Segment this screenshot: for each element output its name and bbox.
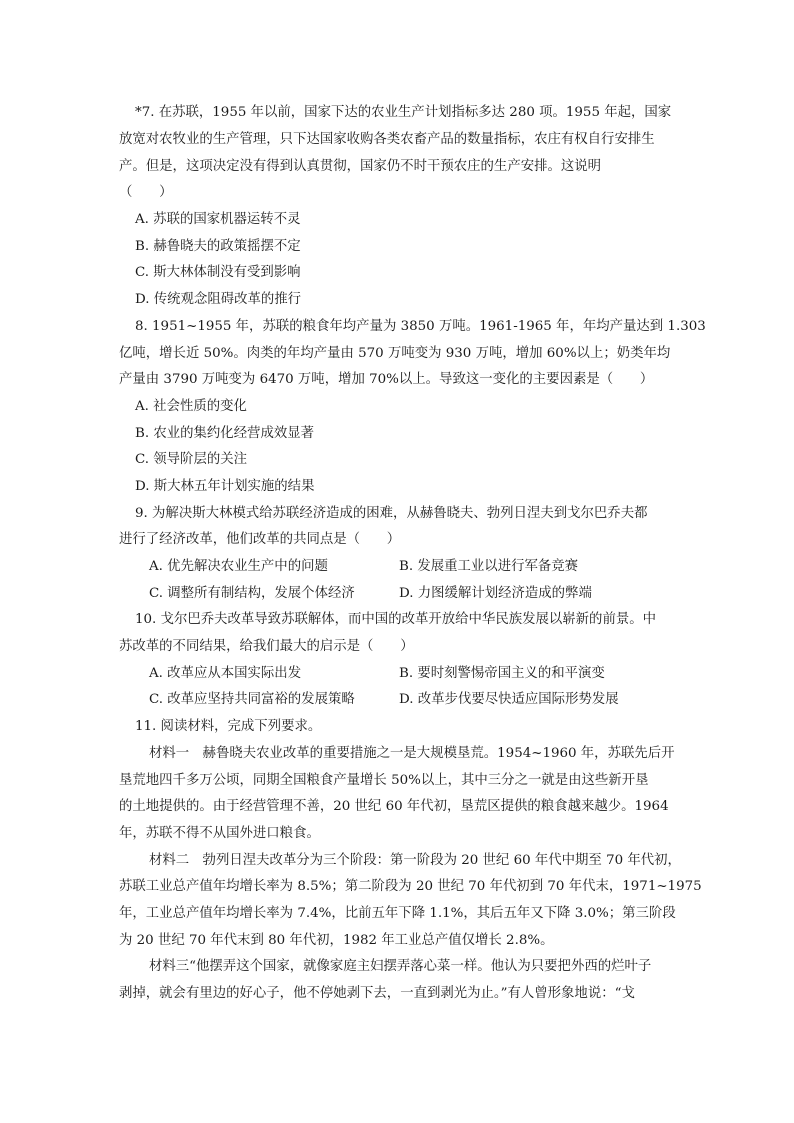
q7-option-d[interactable]: D. 传统观念阻碍改革的推行 xyxy=(135,292,302,307)
q8-option-c[interactable]: C. 领导阶层的关注 xyxy=(135,452,248,467)
q10-option-c[interactable]: C. 改革应坚持共同富裕的发展策略 xyxy=(149,692,355,707)
q11-material-2-line-4: 为 20 世纪 70 年代末到 80 年代初，1982 年工业总产值仅增长 2.8%。 xyxy=(119,933,554,948)
q7-option-a[interactable]: A. 苏联的国家机器运转不灵 xyxy=(135,212,301,227)
q7-option-c[interactable]: C. 斯大林体制没有受到影响 xyxy=(135,265,301,280)
q9-option-b[interactable]: B. 发展重工业以进行军备竞赛 xyxy=(399,559,579,574)
q10-stem-line-2: 苏改革的不同结果，给我们最大的启示是（ ） xyxy=(119,639,414,654)
q8-stem-line-2: 亿吨，增长近 50%。肉类的年均产量由 570 万吨变为 930 万吨，增加 60%以上；奶类年均 xyxy=(119,346,671,361)
q11-material-2-line-3: 年，工业总产值年均增长率为 7.4%，比前五年下降 1.1%，其后五年又下降 3.0%；第三阶段 xyxy=(119,906,676,921)
q11-material-1-line-3: 的土地提供的。由于经营管理不善，20 世纪 60 年代初，垦荒区提供的粮食越来越少。1964 xyxy=(119,799,669,814)
q7-stem-line-1: *7. 在苏联，1955 年以前，国家下达的农业生产计划指标多达 280 项。1955 年起，国家 xyxy=(135,105,672,120)
q9-stem-line-1: 9. 为解决斯大林模式给苏联经济造成的困难，从赫鲁晓夫、勃列日涅夫到戈尔巴乔夫都 xyxy=(135,506,648,521)
q8-stem-line-3: 产量由 3790 万吨变为 6470 万吨，增加 70%以上。导致这一变化的主要因素是（ ） xyxy=(119,372,654,387)
q7-option-b[interactable]: B. 赫鲁晓夫的政策摇摆不定 xyxy=(135,239,301,254)
q11-material-1-line-1: 材料一 赫鲁晓夫农业改革的重要措施之一是大规模垦荒。1954~1960 年，苏联先后开 xyxy=(149,746,675,761)
q11-material-1-line-4: 年，苏联不得不从国外进口粮食。 xyxy=(119,826,320,841)
q10-option-a[interactable]: A. 改革应从本国实际出发 xyxy=(149,666,302,681)
q11-material-1-line-2: 垦荒地四千多万公顷，同期全国粮食产量增长 50%以上，其中三分之一就是由这些新开垦 xyxy=(119,773,649,788)
q11-material-3-line-2: 剥掉，就会有里边的好心子，他不停她剥下去，一直到剥光为止。”有人曾形象地说：“戈 xyxy=(119,986,635,1001)
q11-material-2-line-2: 苏联工业总产值年均增长率为 8.5%；第二阶段为 20 世纪 70 年代初到 70 年代末，1971~1975 xyxy=(119,879,702,894)
q10-option-b[interactable]: B. 要时刻警惕帝国主义的和平演变 xyxy=(399,666,605,681)
q11-material-3-line-1: 材料三“他摆弄这个国家，就像家庭主妇摆弄落心菜一样。他认为只要把外西的烂叶子 xyxy=(149,959,652,974)
q10-stem-line-1: 10. 戈尔巴乔夫改革导致苏联解体，而中国的改革开放给中华民族发展以崭新的前景。中 xyxy=(135,612,657,627)
q9-option-d[interactable]: D. 力图缓解计划经济造成的弊端 xyxy=(399,586,592,601)
q11-title: 11. 阅读材料，完成下列要求。 xyxy=(135,719,322,734)
q7-stem-line-3: 产。但是，这项决定没有得到认真贯彻，国家仍不时干预农庄的生产安排。这说明 xyxy=(119,159,602,174)
q9-stem-line-2: 进行了经济改革，他们改革的共同点是（ ） xyxy=(119,532,401,547)
q9-option-a[interactable]: A. 优先解决农业生产中的问题 xyxy=(149,559,328,574)
q7-stem-line-2: 放宽对农牧业的生产管理，只下达国家收购各类农畜产品的数量指标，农庄有权自行安排生 xyxy=(119,132,655,147)
q10-option-d[interactable]: D. 改革步伐要尽快适应国际形势发展 xyxy=(399,692,619,707)
q11-material-2-line-1: 材料二 勃列日涅夫改革分为三个阶段：第一阶段为 20 世纪 60 年代中期至 70 年代初， xyxy=(149,853,681,868)
q7-answer-blank: （ ） xyxy=(119,185,173,200)
q9-option-c[interactable]: C. 调整所有制结构，发展个体经济 xyxy=(149,586,355,601)
q8-option-a[interactable]: A. 社会性质的变化 xyxy=(135,399,247,414)
q8-stem-line-1: 8. 1951~1955 年，苏联的粮食年均产量为 3850 万吨。1961-1965 年，年均产量达到 1.303 xyxy=(135,319,706,334)
q8-option-d[interactable]: D. 斯大林五年计划实施的结果 xyxy=(135,479,315,494)
q8-option-b[interactable]: B. 农业的集约化经营成效显著 xyxy=(135,426,315,441)
